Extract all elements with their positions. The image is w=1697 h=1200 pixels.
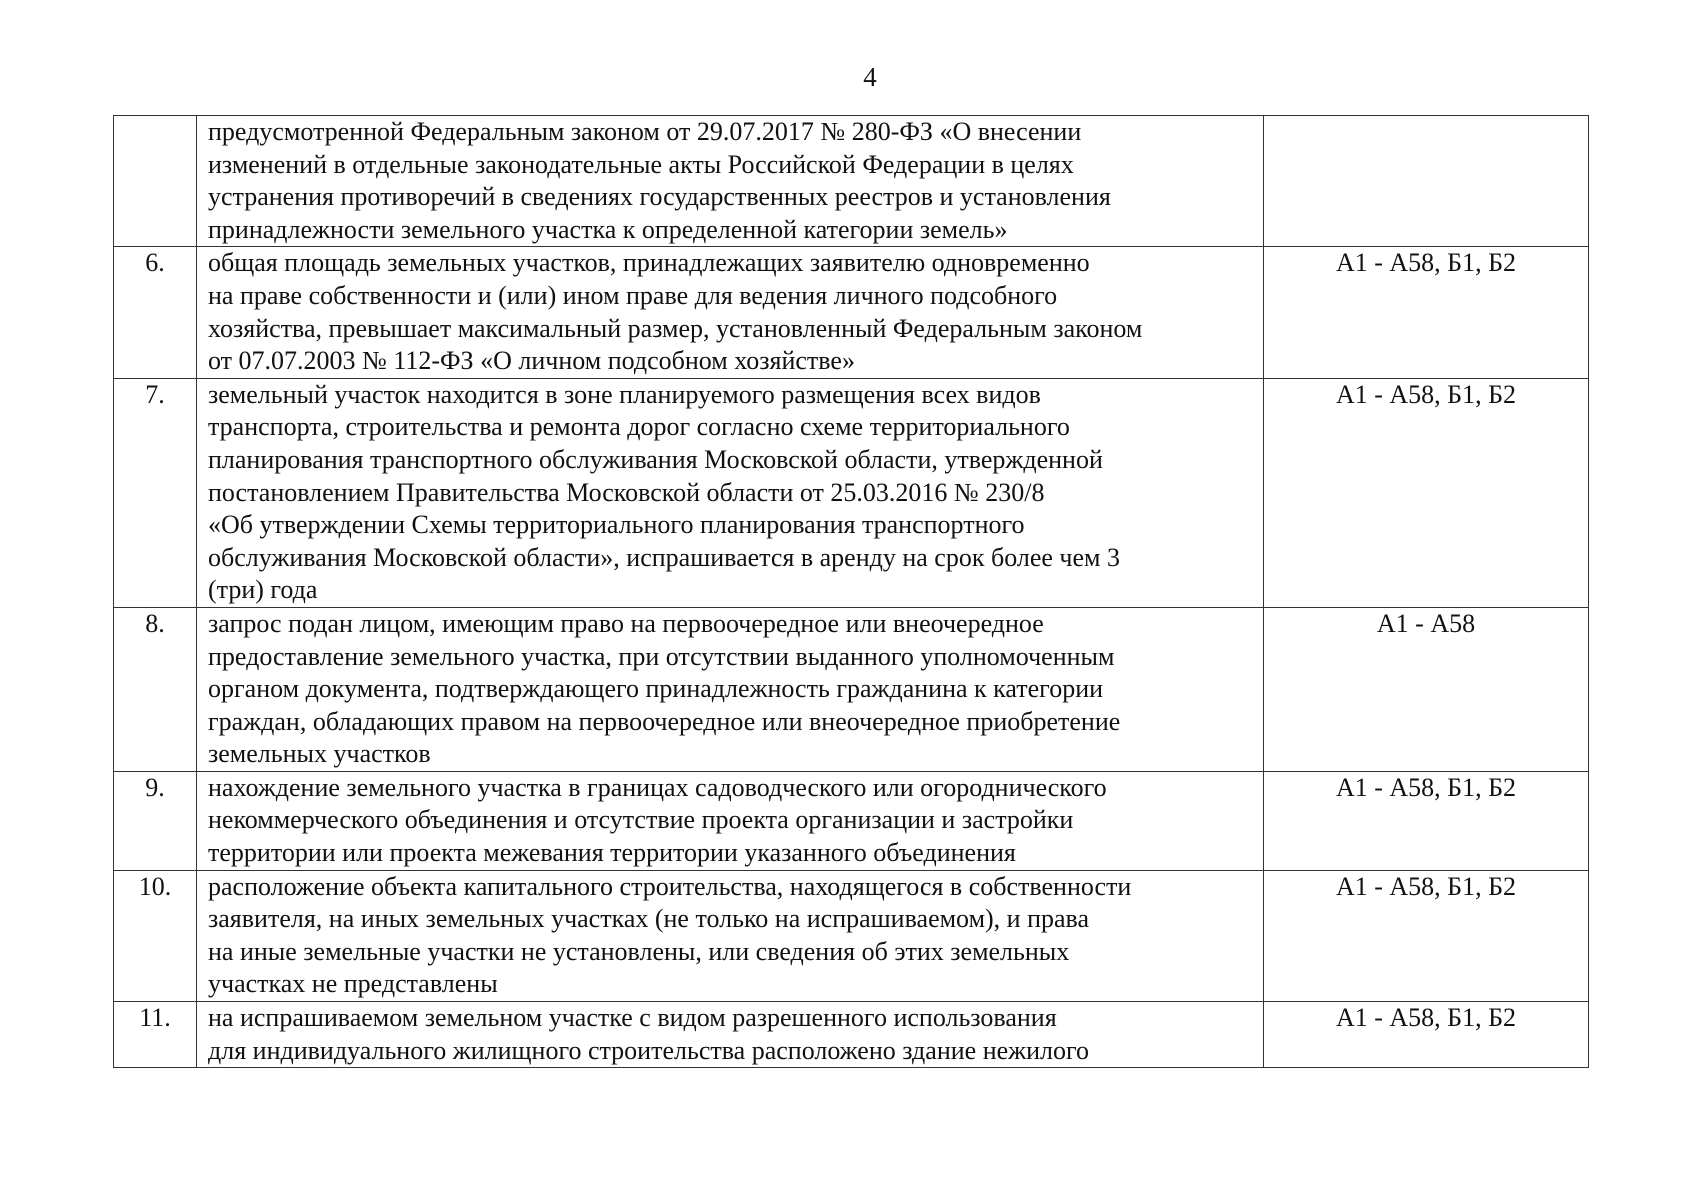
description-line: предусмотренной Федеральным законом от 29.07.2017 № 280-ФЗ «О внесении [208,117,1082,146]
table-row [114,116,1589,247]
table-row [114,771,1589,870]
description-line: нахождение земельного участка в границах садоводческого или огороднического [208,772,1107,802]
description-line: территории или проекта межевания территории указанного объединения [208,838,1016,868]
table-body [114,116,1589,1068]
row-codes: А1 - А58, Б1, Б2 [1264,378,1589,607]
description-line: земельных участков [208,739,431,769]
description-line: граждан, обладающих правом на первоочередное или внеочередное приобретение [208,706,1121,736]
description-line: постановлением Правительства Московской области от 25.03.2016 № 230/8 [208,477,1045,507]
description-line: (три) года [208,575,318,605]
requirements-table [113,115,1589,1068]
description-line: от 07.07.2003 № 112-ФЗ «О личном подсобном хозяйстве» [208,346,855,376]
description-line: на испрашиваемом земельном участке с видом разрешенного использования [208,1003,1057,1033]
description-line: изменений в отдельные законодательные акты Российской Федерации в целях [208,149,1074,179]
table-row [114,607,1589,771]
row-number: 10. [114,870,197,1001]
description-line: хозяйства, превышает максимальный размер, установленный Федеральным законом [208,313,1143,343]
description-line: транспорта, строительства и ремонта дорог согласно схеме территориального [208,412,1070,442]
description-line: принадлежности земельного участка к определенной категории земель» [208,214,1008,244]
description-line: участках не представлены [208,969,498,999]
table-row [114,870,1589,1001]
description-line: запрос подан лицом, имеющим право на первоочередное или внеочередное [208,608,1044,638]
description-line: органом документа, подтверждающего принадлежность гражданина к категории [208,674,1104,704]
description-line: расположение объекта капитального строительства, находящегося в собственности [208,871,1132,901]
description-line: устранения противоречий в сведениях государственных реестров и установления [208,182,1111,212]
description-line: общая площадь земельных участков, принадлежащих заявителю одновременно [208,248,1090,278]
row-codes: А1 - А58, Б1, Б2 [1264,771,1589,870]
row-description [197,1002,1264,1068]
row-number [114,116,197,247]
table-row [114,1002,1589,1068]
description-line: на праве собственности и (или) ином праве для ведения личного подсобного [208,280,1058,310]
row-number: 6. [114,247,197,378]
row-codes: А1 - А58, Б1, Б2 [1264,870,1589,1001]
row-number: 11. [114,1002,197,1068]
description-line: на иные земельные участки не установлены, или сведения об этих земельных [208,936,1070,966]
description-line: предоставление земельного участка, при отсутствии выданного уполномоченным [208,641,1115,671]
row-codes [1264,116,1589,247]
row-description [197,771,1264,870]
row-codes: А1 - А58 [1264,607,1589,771]
description-line: обслуживания Московской области», испрашивается в аренду на срок более чем 3 [208,542,1120,572]
row-description [197,607,1264,771]
description-line: некоммерческого объединения и отсутствие проекта организации и застройки [208,805,1074,835]
row-number: 8. [114,607,197,771]
description-line: планирования транспортного обслуживания Московской области, утвержденной [208,444,1103,474]
table-row [114,378,1589,607]
page-number: 4 [863,62,877,92]
description-line: земельный участок находится в зоне планируемого размещения всех видов [208,379,1041,409]
description-line: заявителя, на иных земельных участках (не только на испрашиваемом), и права [208,904,1090,934]
row-description [197,247,1264,378]
description-line: «Об утверждении Схемы территориального планирования транспортного [208,510,1025,540]
row-description [197,870,1264,1001]
row-description [197,378,1264,607]
row-number: 9. [114,771,197,870]
row-description [197,116,1264,247]
table-row [114,247,1589,378]
row-number: 7. [114,378,197,607]
description-line: для индивидуального жилищного строительства расположено здание нежилого [208,1035,1090,1065]
row-codes: А1 - А58, Б1, Б2 [1264,247,1589,378]
row-codes: А1 - А58, Б1, Б2 [1264,1002,1589,1068]
